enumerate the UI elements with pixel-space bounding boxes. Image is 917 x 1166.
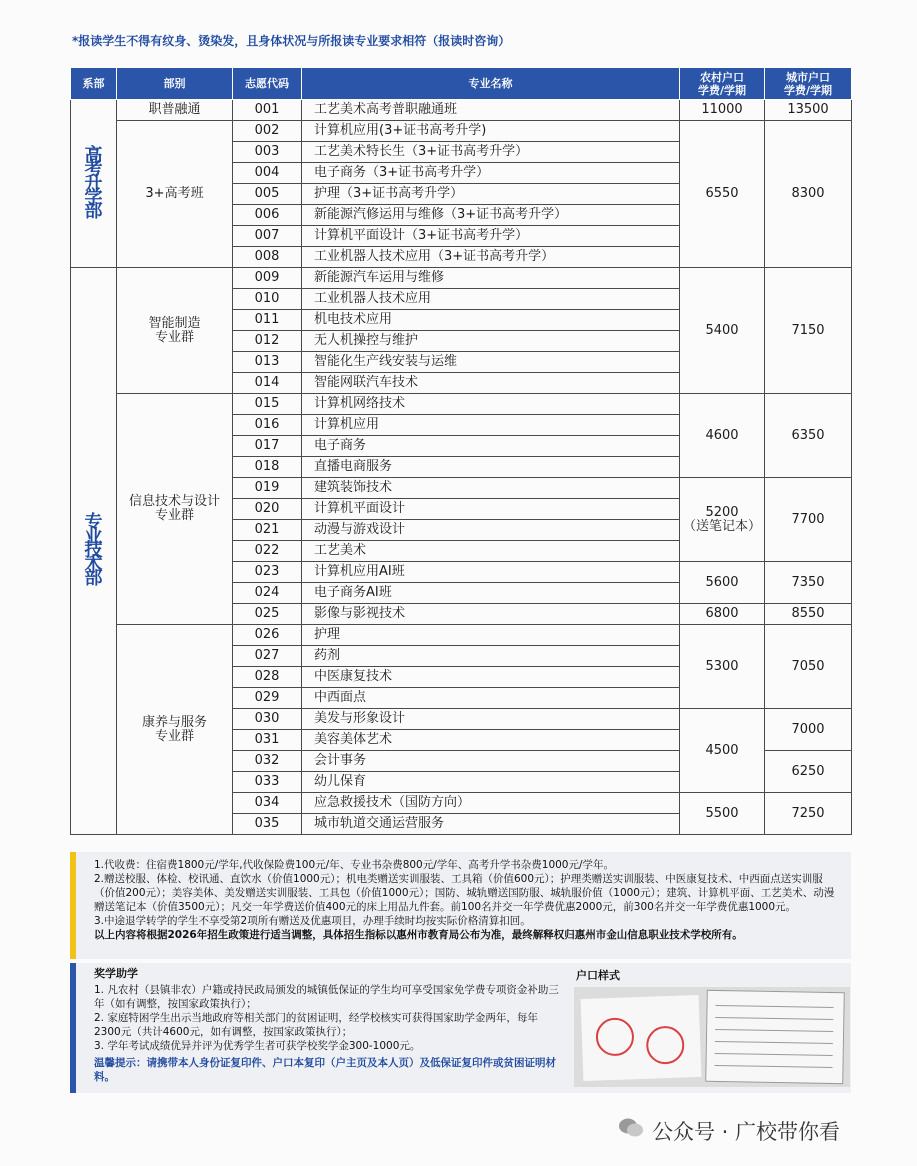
watermark: 公众号 · 广校带你看 xyxy=(652,1120,841,1144)
code-cell: 018 xyxy=(233,457,302,478)
major-cell: 幼儿保育 xyxy=(302,772,680,793)
major-cell: 智能化生产线安装与运维 xyxy=(302,352,680,373)
aid-item: 3. 学年考试成绩优异并评为优秀学生者可获学校奖学金300-1000元。 xyxy=(94,1040,421,1052)
code-cell: 031 xyxy=(233,730,302,751)
code-cell: 010 xyxy=(233,289,302,310)
major-cell: 药剂 xyxy=(302,646,680,667)
rural-fee-cell: 4600 xyxy=(680,394,765,478)
note-item: 2.赠送校服、体检、校讯通、直饮水（价值1000元）；机电类赠送实训服装、工具箱（价值600元）；护理类赠送实训服装、中医康复技术、中西面点送实训服（价值200元）；美容美体、美发赠送实训服装、工具包（价值1000元）；国防、城轨赠送国防服、城轨服价值（1000元）；建筑、计算机平面、工艺美术、动漫赠送笔记本（价值3500元）；凡交一年学费送价值400元的床上用品九件套。前100名并交一年学费优惠2000元，前300名并交一年学费优惠1000元。 xyxy=(94,873,835,913)
major-cell: 计算机应用 xyxy=(302,415,680,436)
code-cell: 027 xyxy=(233,646,302,667)
rural-fee-cell: 6550 xyxy=(680,121,765,268)
major-cell: 会计事务 xyxy=(302,751,680,772)
urban-fee-cell: 7000 xyxy=(765,709,852,751)
urban-fee-cell: 7150 xyxy=(765,268,852,394)
group-cell: 信息技术与设计 专业群 xyxy=(117,394,233,625)
note-item: 1.代收费：住宿费1800元/学年,代收保险费100元/年、专业书杂费800元/学年、高考升学书杂费1000元/学年。 xyxy=(94,859,615,871)
code-cell: 013 xyxy=(233,352,302,373)
major-cell: 直播电商服务 xyxy=(302,457,680,478)
major-cell: 应急救援技术（国防方向） xyxy=(302,793,680,814)
aid-item: 1. 凡农村（县镇非农）户籍或持民政局颁发的城镇低保证的学生均可享受国家免学费专项资金补助三年（如有调整，按国家政策执行）； xyxy=(94,984,559,1010)
code-cell: 028 xyxy=(233,667,302,688)
header-code: 志愿代码 xyxy=(233,68,302,100)
code-cell: 011 xyxy=(233,310,302,331)
fee-notes-box xyxy=(70,852,851,959)
table-row xyxy=(71,268,852,289)
major-cell: 计算机应用AI班 xyxy=(302,562,680,583)
financial-aid-box xyxy=(70,963,851,1093)
table-header-row xyxy=(71,68,852,100)
code-cell: 023 xyxy=(233,562,302,583)
code-cell: 024 xyxy=(233,583,302,604)
urban-fee-cell: 7700 xyxy=(765,478,852,562)
code-cell: 020 xyxy=(233,499,302,520)
urban-fee-cell: 6250 xyxy=(765,751,852,793)
code-cell: 015 xyxy=(233,394,302,415)
urban-fee-cell: 7050 xyxy=(765,625,852,709)
major-cell: 护理（3+证书高考升学） xyxy=(302,184,680,205)
rural-fee-cell: 5200 （送笔记本） xyxy=(680,478,765,562)
red-stamp-icon xyxy=(595,1017,634,1056)
group-cell: 康养与服务 专业群 xyxy=(117,625,233,835)
major-cell: 建筑装饰技术 xyxy=(302,478,680,499)
code-cell: 014 xyxy=(233,373,302,394)
wechat-icon xyxy=(618,1117,644,1139)
code-cell: 035 xyxy=(233,814,302,835)
table-row xyxy=(71,625,852,646)
code-cell: 005 xyxy=(233,184,302,205)
red-stamp-icon xyxy=(646,1026,685,1065)
major-cell: 计算机应用(3+证书高考升学) xyxy=(302,121,680,142)
header-rural-fee: 农村户口 学费/学期 xyxy=(680,68,765,100)
code-cell: 019 xyxy=(233,478,302,499)
fee-table xyxy=(70,67,852,835)
table-row xyxy=(71,100,852,121)
rural-fee-cell: 5600 xyxy=(680,562,765,604)
note-item: 以上内容将根据2026年招生政策进行适当调整，具体招生指标以惠州市教育局公布为准，最终解释权归惠州市金山信息职业技术学校所有。 xyxy=(94,929,743,941)
urban-fee-cell: 8300 xyxy=(765,121,852,268)
code-cell: 021 xyxy=(233,520,302,541)
major-cell: 电子商务AI班 xyxy=(302,583,680,604)
code-cell: 029 xyxy=(233,688,302,709)
code-cell: 034 xyxy=(233,793,302,814)
group-cell: 职普融通 xyxy=(117,100,233,121)
major-cell: 机电技术应用 xyxy=(302,310,680,331)
major-cell: 动漫与游戏设计 xyxy=(302,520,680,541)
urban-fee-cell: 7350 xyxy=(765,562,852,604)
code-cell: 017 xyxy=(233,436,302,457)
aid-title: 奖学助学 xyxy=(94,967,138,980)
department-professional xyxy=(71,268,117,835)
major-cell: 新能源汽车运用与维修 xyxy=(302,268,680,289)
header-department: 系部 xyxy=(71,68,117,100)
major-cell: 美发与形象设计 xyxy=(302,709,680,730)
code-cell: 009 xyxy=(233,268,302,289)
major-cell: 中医康复技术 xyxy=(302,667,680,688)
aid-tip: 温馨提示：请携带本人身份证复印件、户口本复印（户主页及本人页）及低保证复印件或贫困证明材料。 xyxy=(94,1057,556,1083)
code-cell: 022 xyxy=(233,541,302,562)
header-group: 部别 xyxy=(117,68,233,100)
urban-fee-cell: 8550 xyxy=(765,604,852,625)
hukou-sample-image xyxy=(574,987,850,1087)
major-cell: 工艺美术高考普职融通班 xyxy=(302,100,680,121)
hukou-sample-title: 户口样式 xyxy=(576,969,620,982)
major-cell: 新能源汽修运用与维修（3+证书高考升学） xyxy=(302,205,680,226)
code-cell: 025 xyxy=(233,604,302,625)
rural-fee-cell: 5400 xyxy=(680,268,765,394)
department-label: 高考升学部 xyxy=(84,144,103,222)
code-cell: 008 xyxy=(233,247,302,268)
major-cell: 中西面点 xyxy=(302,688,680,709)
code-cell: 032 xyxy=(233,751,302,772)
rural-fee-cell: 6800 xyxy=(680,604,765,625)
code-cell: 007 xyxy=(233,226,302,247)
major-cell: 护理 xyxy=(302,625,680,646)
major-cell: 无人机操控与维护 xyxy=(302,331,680,352)
table-row xyxy=(71,121,852,142)
code-cell: 001 xyxy=(233,100,302,121)
urban-fee-cell: 7250 xyxy=(765,793,852,835)
group-cell: 智能制造 专业群 xyxy=(117,268,233,394)
rural-fee-cell: 11000 xyxy=(680,100,765,121)
major-cell: 工业机器人技术应用 xyxy=(302,289,680,310)
code-cell: 012 xyxy=(233,331,302,352)
rural-fee-cell: 5500 xyxy=(680,793,765,835)
rural-fee-cell: 5300 xyxy=(680,625,765,709)
header-urban-fee: 城市户口 学费/学期 xyxy=(765,68,852,100)
major-cell: 工艺美术 xyxy=(302,541,680,562)
major-cell: 电子商务 xyxy=(302,436,680,457)
code-cell: 004 xyxy=(233,163,302,184)
hukou-cover-page xyxy=(581,995,702,1081)
header-major: 专业名称 xyxy=(302,68,680,100)
major-cell: 城市轨道交通运营服务 xyxy=(302,814,680,835)
urban-fee-cell: 13500 xyxy=(765,100,852,121)
major-cell: 工艺美术特长生（3+证书高考升学） xyxy=(302,142,680,163)
major-cell: 美容美体艺术 xyxy=(302,730,680,751)
note-item: 3.中途退学转学的学生不享受第2项所有赠送及优惠项目，办理手续时均按实际价格清算扣回。 xyxy=(94,915,531,927)
hukou-detail-page xyxy=(705,990,845,1084)
major-cell: 工业机器人技术应用（3+证书高考升学） xyxy=(302,247,680,268)
code-cell: 030 xyxy=(233,709,302,730)
major-cell: 电子商务（3+证书高考升学） xyxy=(302,163,680,184)
enrollment-notice: *报读学生不得有纹身、烫染发，且身体状况与所报读专业要求相符（报读时咨询） xyxy=(72,34,511,48)
urban-fee-cell: 6350 xyxy=(765,394,852,478)
code-cell: 003 xyxy=(233,142,302,163)
code-cell: 026 xyxy=(233,625,302,646)
code-cell: 016 xyxy=(233,415,302,436)
code-cell: 033 xyxy=(233,772,302,793)
table-row xyxy=(71,394,852,415)
code-cell: 002 xyxy=(233,121,302,142)
major-cell: 计算机网络技术 xyxy=(302,394,680,415)
aid-item: 2. 家庭特困学生出示当地政府等相关部门的贫困证明，经学校核实可获得国家助学金两年，每年2300元（共计4600元，如有调整，按国家政策执行）； xyxy=(94,1012,538,1038)
major-cell: 计算机平面设计 xyxy=(302,499,680,520)
major-cell: 计算机平面设计（3+证书高考升学） xyxy=(302,226,680,247)
rural-fee-cell: 4500 xyxy=(680,709,765,793)
aid-section xyxy=(94,967,564,1084)
major-cell: 影像与影视技术 xyxy=(302,604,680,625)
department-label: 专业技术部 xyxy=(84,512,103,589)
group-cell: 3+高考班 xyxy=(117,121,233,268)
code-cell: 006 xyxy=(233,205,302,226)
department-gaokao xyxy=(71,100,117,268)
major-cell: 智能网联汽车技术 xyxy=(302,373,680,394)
